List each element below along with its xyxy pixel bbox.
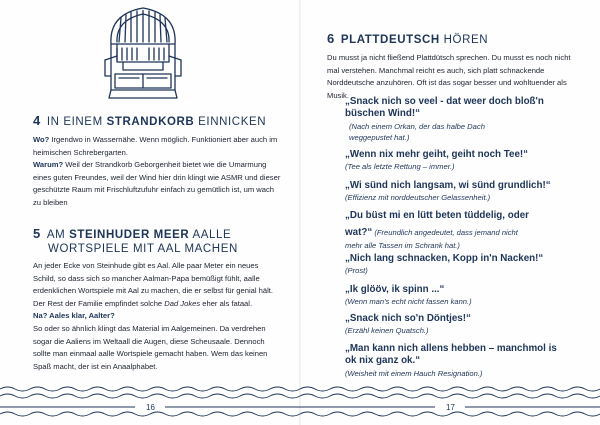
section-number: 4 <box>33 113 41 128</box>
question-label: Na? Aales klar, Aalter? <box>33 311 115 321</box>
waves-icon <box>0 383 600 421</box>
section-6-heading <box>327 32 488 47</box>
quote-translation: (Wenn man's echt nicht fassen kann.) <box>345 297 472 307</box>
quote-text: „Man kann nich allens hebben – manchmol is <box>345 343 557 354</box>
section-number: 5 <box>33 226 41 241</box>
where-text: Irgendwo in Wassernähe. Wenn möglich. Funktioniert aber auch im heimischen Schrebergarten. <box>33 135 278 157</box>
quote-text: wat?“ <box>345 227 373 239</box>
heading-text: WORTSPIELE MIT AAL MACHEN <box>48 243 238 255</box>
section-4-heading <box>33 114 266 129</box>
quote-text: „Wi sünd nich langsam, wi sünd grundlich!“ <box>345 180 551 191</box>
right-page <box>300 0 600 425</box>
section-5-body <box>33 260 281 373</box>
heading-text: HÖREN <box>443 34 489 46</box>
quote-item <box>345 343 585 379</box>
quote-text: büschen Wind!“ <box>345 108 421 120</box>
heading-text: AM <box>46 229 66 241</box>
page-number-left: 16 <box>146 403 155 412</box>
page-number-right: 17 <box>446 403 455 412</box>
heading-bold-text: PLATTDEUTSCH <box>340 34 440 46</box>
quote-item <box>345 313 585 336</box>
section-4-body <box>33 134 281 210</box>
heading-text: IN EINEM <box>46 116 103 128</box>
quote-text: „Ik glööv, ik spinn ...“ <box>345 284 445 295</box>
beach-chair-icon <box>97 4 189 104</box>
quote-translation: (Tee als letzte Rettung – immer.) <box>345 162 455 172</box>
why-text: Weil der Strandkorb Geborgenheit bietet wie die Umarmung eines guten Freundes, weil der Wind hier drin klingt wie ASMR und dieser geschützte Raum mit Frischluftzufuhr einfach zu gemütlich ist, um wach zu bleiben <box>33 160 281 207</box>
section-5-heading <box>33 227 238 256</box>
quote-item <box>345 180 585 203</box>
quote-text: „Snack nich so veel - dat weer doch bloß'n <box>345 96 544 107</box>
quote-text: „Wenn nix mehr geiht, geiht noch Tee!“ <box>345 149 529 160</box>
quote-item <box>345 210 585 251</box>
section-6-intro: Du musst ja nicht fließend Plattdütsch sprechen. Du musst es noch nicht mal verstehen. Manchmal reicht es auch, sich platt schnackende Norddeutsche anzuhören. Oft ist das sogar besser und wohltuender als Musik. <box>327 53 571 100</box>
quote-translation: (Prost) <box>345 266 368 276</box>
quote-item <box>345 96 585 143</box>
quote-text: „Snack nich so'n Döntjes!“ <box>345 313 471 324</box>
italic-text: Dad Jokes <box>164 298 201 308</box>
where-label: Wo? <box>33 135 50 144</box>
paragraph-text: eher als fataal. <box>200 298 253 308</box>
quote-translation: weggepustet hat.) <box>349 132 410 142</box>
section-number: 6 <box>327 31 335 46</box>
quote-item <box>345 284 585 307</box>
quote-item <box>345 149 585 172</box>
quote-translation: (Erzähl keinen Quatsch.) <box>345 326 429 336</box>
quote-item <box>345 253 585 276</box>
quote-translation: (Weisheit mit einem Hauch Resignation.) <box>345 368 483 378</box>
quote-text: „Du büst mi en lütt beten tüddelig, oder <box>345 210 529 221</box>
quote-translation: (Effizienz mit norddeutscher Gelassenheit.) <box>345 193 491 203</box>
paragraph-text: An jeder Ecke von Steinhude gibt es Aal. Alle paar Meter ein neues Schild, so dass sich so mancher Aalman-Papa bemüßigt fühlt, aalle erdenklichen Wortspiele mit Aal zu machen, die er selbst für genial hält. Der Rest der Familie empfindet solche <box>33 261 274 308</box>
why-label: Warum? <box>33 160 64 170</box>
paragraph-text: So oder so ähnlich klingt das Material im Aalgemeinen. Da verdrehen sogar die Aaliens im Weltaall die Augen, diese Scheusaale. Dennoch sollte man einmaal aalle Wortspiele gemacht haben. Wem das keinen Spaß macht, der ist ein Anaalphabet. <box>33 323 268 371</box>
quote-translation: mehr alle Tassen im Schrank hat.) <box>345 241 460 251</box>
quote-text: ok nix ganz ok.“ <box>345 355 421 367</box>
quote-text: „Nich lang schnacken, Kopp in'n Nacken!“ <box>345 253 544 264</box>
heading-bold-text: STEINHUDER MEER <box>69 229 190 241</box>
quote-translation: (Nach einem Orkan, der das halbe Dach <box>349 121 485 131</box>
heading-bold-text: STRANDKORB <box>106 116 195 128</box>
heading-text: EINNICKEN <box>198 116 267 128</box>
quote-translation: (Freundlich angedeutet, dass jemand nicht <box>372 228 518 238</box>
heading-text: AALLE <box>192 229 232 241</box>
